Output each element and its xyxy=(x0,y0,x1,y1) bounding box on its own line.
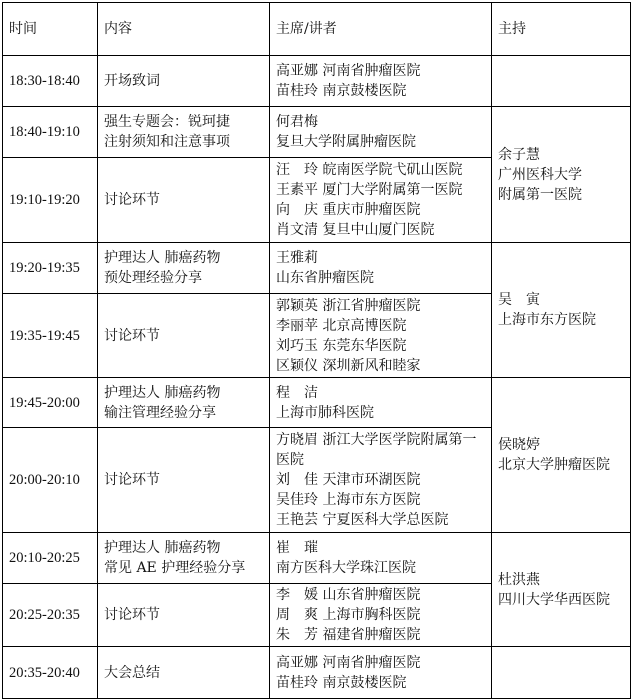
table-row xyxy=(3,533,631,584)
content-line: 讨论环节 xyxy=(104,472,160,488)
speakers-cell xyxy=(270,294,492,378)
time-cell: 20:35-20:40 xyxy=(3,647,98,699)
speakers-cell xyxy=(270,107,492,158)
content-line: 输注管理经验分享 xyxy=(104,404,216,421)
speaker-line: 程 洁 xyxy=(276,384,318,401)
content-line: 注射须知和注意事项 xyxy=(104,134,230,150)
header-host: 主持 xyxy=(492,3,631,56)
host-line: 杜洪燕 xyxy=(498,571,540,588)
table-row xyxy=(3,378,631,428)
content-line: 讨论环节 xyxy=(104,327,160,344)
speaker-line: 方晓眉 浙江大学医学院附属第一医院 xyxy=(276,432,477,468)
speakers-cell xyxy=(270,378,492,428)
host-cell xyxy=(492,647,631,699)
content-cell xyxy=(98,158,270,243)
host-cell xyxy=(492,107,631,243)
speaker-line: 南方医科大学珠江医院 xyxy=(276,560,416,576)
speaker-line: 高亚娜 河南省肿瘤医院 xyxy=(276,654,421,671)
table-row xyxy=(3,56,631,107)
speaker-line: 区颖仪 深圳新风和睦家 xyxy=(276,357,421,374)
speaker-line: 吴佳玲 上海市东方医院 xyxy=(276,492,421,508)
content-line: 护理达人 肺癌药物 xyxy=(104,384,221,401)
speaker-line: 山东省肿瘤医院 xyxy=(276,270,374,286)
header-time: 时间 xyxy=(3,3,98,56)
host-cell xyxy=(492,378,631,533)
host-line: 余子慧 xyxy=(498,146,540,163)
speaker-line: 上海市肺科医院 xyxy=(276,404,374,421)
content-cell xyxy=(98,378,270,428)
speaker-line: 向 庆 重庆市肿瘤医院 xyxy=(276,202,421,218)
content-cell xyxy=(98,533,270,584)
content-line: 护理达人 肺癌药物 xyxy=(104,250,221,266)
speaker-line: 王素平 厦门大学附属第一医院 xyxy=(276,182,463,198)
speaker-line: 刘巧玉 东莞东华医院 xyxy=(276,337,407,354)
speakers-cell xyxy=(270,533,492,584)
content-cell xyxy=(98,294,270,378)
content-line: 预处理经验分享 xyxy=(104,270,202,286)
time-cell: 19:45-20:00 xyxy=(3,378,98,428)
content-cell xyxy=(98,647,270,699)
table-row xyxy=(3,647,631,699)
speaker-line: 崔 璀 xyxy=(276,540,318,556)
speaker-line: 复旦大学附属肿瘤医院 xyxy=(276,134,416,150)
speaker-line: 何君梅 xyxy=(276,114,318,130)
host-line: 北京大学肿瘤医院 xyxy=(498,457,610,473)
speaker-line: 刘 佳 天津市环湖医院 xyxy=(276,472,421,488)
speakers-cell xyxy=(270,158,492,243)
host-line: 吴 寅 xyxy=(498,292,540,308)
speaker-line: 李丽苹 北京高博医院 xyxy=(276,317,407,334)
speakers-cell xyxy=(270,647,492,699)
header-row xyxy=(3,3,631,56)
host-cell xyxy=(492,533,631,647)
schedule-table xyxy=(2,2,631,699)
header-speakers: 主席/讲者 xyxy=(270,3,492,56)
speaker-line: 苗桂玲 南京鼓楼医院 xyxy=(276,83,407,99)
content-cell xyxy=(98,243,270,294)
speaker-line: 朱 芳 福建省肿瘤医院 xyxy=(276,627,421,643)
host-cell xyxy=(492,56,631,107)
host-line: 侯晓婷 xyxy=(498,437,540,453)
speaker-line: 王艳芸 宁夏医科大学总医院 xyxy=(276,512,449,528)
content-cell xyxy=(98,584,270,647)
speaker-line: 苗桂玲 南京鼓楼医院 xyxy=(276,674,407,691)
speaker-line: 周 爽 上海市胸科医院 xyxy=(276,607,421,623)
time-cell: 19:10-19:20 xyxy=(3,158,98,243)
content-cell xyxy=(98,107,270,158)
time-cell: 20:10-20:25 xyxy=(3,533,98,584)
content-cell xyxy=(98,428,270,533)
host-line: 广州医科大学 xyxy=(498,166,582,183)
host-line: 附属第一医院 xyxy=(498,186,582,203)
speaker-line: 王雅莉 xyxy=(276,250,318,266)
content-cell xyxy=(98,56,270,107)
content-line: 开场致词 xyxy=(104,73,160,89)
speakers-cell xyxy=(270,243,492,294)
host-line: 四川大学华西医院 xyxy=(498,591,610,608)
speakers-cell xyxy=(270,56,492,107)
time-cell: 19:35-19:45 xyxy=(3,294,98,378)
content-line: 强生专题会：锐珂捷 xyxy=(104,114,230,130)
speaker-line: 汪 玲 皖南医学院弋矶山医院 xyxy=(276,162,463,178)
host-line: 上海市东方医院 xyxy=(498,312,596,328)
speaker-line: 肖文清 复旦中山厦门医院 xyxy=(276,222,435,238)
time-cell: 18:30-18:40 xyxy=(3,56,98,107)
header-content: 内容 xyxy=(98,3,270,56)
speaker-line: 李 媛 山东省肿瘤医院 xyxy=(276,587,421,603)
host-cell xyxy=(492,243,631,378)
content-line: 大会总结 xyxy=(104,664,160,681)
speaker-line: 郭颖英 浙江省肿瘤医院 xyxy=(276,297,421,314)
speakers-cell xyxy=(270,584,492,647)
speakers-cell xyxy=(270,428,492,533)
content-line: 讨论环节 xyxy=(104,192,160,208)
time-cell: 20:00-20:10 xyxy=(3,428,98,533)
speaker-line: 高亚娜 河南省肿瘤医院 xyxy=(276,63,421,79)
table-row xyxy=(3,243,631,294)
table-row xyxy=(3,107,631,158)
content-line: 讨论环节 xyxy=(104,607,160,623)
content-line: 护理达人 肺癌药物 xyxy=(104,540,221,556)
content-line: 常见 AE 护理经验分享 xyxy=(104,560,246,576)
time-cell: 18:40-19:10 xyxy=(3,107,98,158)
time-cell: 19:20-19:35 xyxy=(3,243,98,294)
time-cell: 20:25-20:35 xyxy=(3,584,98,647)
